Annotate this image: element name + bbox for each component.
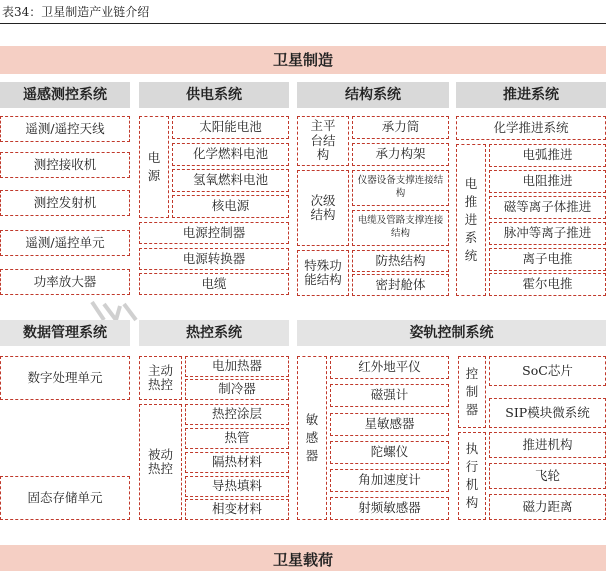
label-char: 器 <box>465 402 479 418</box>
structure-special-label <box>297 250 349 296</box>
thermal-active-item: 制冷器 <box>185 379 289 400</box>
data-item: 数字处理单元 <box>0 356 130 400</box>
attitude-exec-item: 推进机构 <box>489 432 606 458</box>
power-group-label-text <box>148 149 161 185</box>
label-char: 执 <box>465 440 479 456</box>
label-char: 制 <box>465 383 479 399</box>
header-propulsion: 推进系统 <box>456 82 606 108</box>
power-item: 电源转换器 <box>139 248 289 270</box>
attitude-exec-item: 磁力距离 <box>489 494 606 520</box>
structure-sub-label-text: 次级 结构 <box>310 192 336 222</box>
label-char: 进 <box>464 211 478 227</box>
attitude-sensor-item: 陀螺仪 <box>330 441 449 464</box>
header-power: 供电系统 <box>139 82 289 108</box>
label-char: 推 <box>464 193 478 209</box>
label-char: 系 <box>464 230 478 246</box>
thermal-passive-label <box>139 404 182 520</box>
power-group-item: 氢氧燃料电池 <box>172 169 289 192</box>
attitude-sensor-item: 红外地平仪 <box>330 356 449 379</box>
structure-main-label-text: 主平 台结 构 <box>310 118 336 163</box>
header-attitude: 姿轨控制系统 <box>297 320 606 346</box>
label-char: 电 <box>464 175 478 191</box>
attitude-sensor-item: 磁强计 <box>330 384 449 407</box>
label-char: 统 <box>464 248 478 264</box>
attitude-sensor-item: 角加速度计 <box>330 469 449 492</box>
propulsion-elec-item: 电弧推进 <box>489 144 606 167</box>
header-thermal: 热控系统 <box>139 320 289 346</box>
attitude-exec-item: 飞轮 <box>489 463 606 489</box>
propulsion-elec-label <box>456 144 486 296</box>
structure-sub-label <box>297 170 349 246</box>
thermal-passive-item: 热管 <box>185 428 289 449</box>
attitude-ctrl-item: SIP模块微系统 <box>489 398 606 428</box>
propulsion-elec-item: 霍尔电推 <box>489 273 606 296</box>
remote-item: 测控接收机 <box>0 152 130 178</box>
header-structure: 结构系统 <box>297 82 449 108</box>
top-banner: 卫星制造 <box>0 46 606 74</box>
thermal-passive-item: 热控涂层 <box>185 404 289 425</box>
remote-item: 遥测/遥控单元 <box>0 230 130 256</box>
thermal-passive-item: 导热填料 <box>185 476 289 497</box>
thermal-passive-item: 相变材料 <box>185 499 289 520</box>
thermal-active-item: 电加热器 <box>185 356 289 377</box>
label-char: 敏 <box>305 411 319 427</box>
propulsion-chem: 化学推进系统 <box>456 116 606 140</box>
structure-main-label <box>297 116 349 166</box>
propulsion-elec-item: 离子电推 <box>489 248 606 271</box>
remote-item: 遥测/遥控天线 <box>0 116 130 142</box>
attitude-sensor-label-text <box>306 411 319 465</box>
structure-special-item: 防热结构 <box>352 250 449 272</box>
attitude-sensor-item: 星敏感器 <box>330 413 449 436</box>
header-remote: 遥感测控系统 <box>0 82 130 108</box>
thermal-active-label-text: 主动 热控 <box>147 362 173 392</box>
remote-item: 功率放大器 <box>0 269 130 295</box>
table-caption: 表34：卫星制造产业链介绍 <box>0 0 606 24</box>
attitude-exec-label-text <box>466 440 479 513</box>
structure-sub-item: 仪器设备支撑连接结构 <box>352 170 449 206</box>
thermal-passive-item: 隔热材料 <box>185 452 289 473</box>
structure-sub-item: 电缆及管路支撑连接结构 <box>352 210 449 246</box>
structure-main-item: 承力构架 <box>352 143 449 166</box>
remote-item: 测控发射机 <box>0 190 130 216</box>
label-char: 源 <box>147 168 161 183</box>
attitude-sensor-item: 射频敏感器 <box>330 497 449 520</box>
label-char: 构 <box>465 495 479 511</box>
propulsion-elec-item: 磁等离子体推进 <box>489 196 606 219</box>
structure-main-item: 承力筒 <box>352 116 449 139</box>
label-char: 机 <box>465 477 479 492</box>
power-group-item: 太阳能电池 <box>172 116 289 139</box>
propulsion-elec-item: 脉冲等离子推进 <box>489 222 606 245</box>
propulsion-elec-item: 电阻推进 <box>489 170 606 193</box>
power-group-label <box>139 116 169 218</box>
data-item: 固态存储单元 <box>0 476 130 520</box>
structure-special-item: 密封舱体 <box>352 274 449 296</box>
power-item: 电源控制器 <box>139 222 289 244</box>
power-item: 电缆 <box>139 273 289 295</box>
attitude-exec-label <box>458 432 486 520</box>
attitude-ctrl-label-text <box>466 365 479 419</box>
header-data: 数据管理系统 <box>0 320 130 346</box>
label-char: 器 <box>305 448 319 464</box>
propulsion-elec-label-text <box>465 175 478 266</box>
label-char: 感 <box>305 429 319 445</box>
label-char: 电 <box>147 149 161 165</box>
watermark-mark <box>90 300 140 322</box>
thermal-passive-label-text: 被动 热控 <box>147 446 173 476</box>
power-group-item: 核电源 <box>172 195 289 218</box>
bottom-banner: 卫星载荷 <box>0 545 606 571</box>
attitude-ctrl-label <box>458 356 486 428</box>
attitude-ctrl-item: SoC芯片 <box>489 356 606 386</box>
thermal-active-label <box>139 356 182 400</box>
power-group-item: 化学燃料电池 <box>172 143 289 166</box>
attitude-sensor-label <box>297 356 327 520</box>
label-char: 控 <box>465 365 479 381</box>
structure-special-label-text: 特殊功 能结构 <box>304 257 342 287</box>
label-char: 行 <box>465 458 479 474</box>
